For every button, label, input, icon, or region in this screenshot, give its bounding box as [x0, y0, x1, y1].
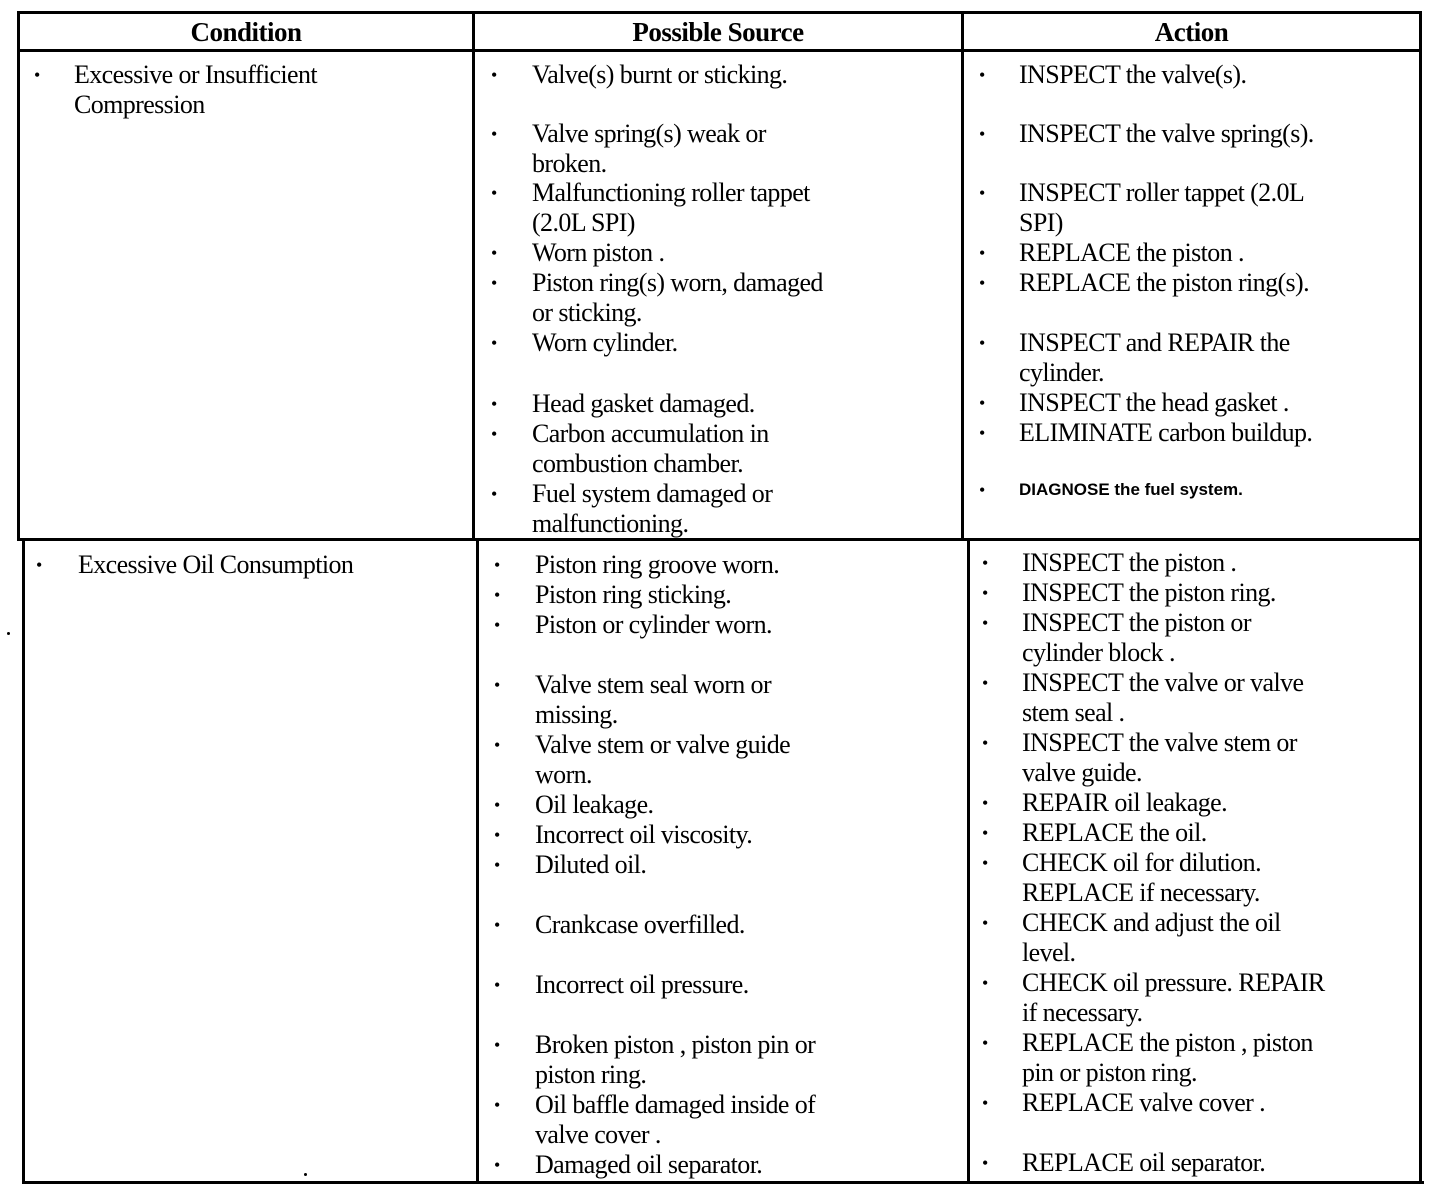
- action-item: [979, 119, 1314, 149]
- action-item: [982, 968, 1325, 1028]
- action-item: [979, 418, 1312, 448]
- bullet-marker: •: [982, 823, 988, 843]
- bullet-marker: •: [982, 853, 988, 873]
- source-item-text: Worn piston .: [532, 238, 665, 267]
- action-item-text: REPLACE the piston .: [1019, 238, 1244, 267]
- source-item: [494, 550, 779, 580]
- action-item: [982, 608, 1251, 668]
- source-item-text: Crankcase overfilled.: [535, 910, 745, 939]
- action-item-text: INSPECT roller tappet (2.0L SPI): [1019, 178, 1305, 237]
- action-item-text: REPLACE the oil.: [1022, 818, 1207, 847]
- source-item: [491, 479, 772, 539]
- bullet-marker: •: [494, 1035, 500, 1055]
- source-item-text: Fuel system damaged or malfunctioning.: [532, 479, 773, 538]
- bullet-marker: •: [979, 333, 985, 353]
- action-item-text: INSPECT the valve or valve stem seal .: [1022, 668, 1304, 727]
- source-item: [494, 910, 745, 940]
- action-item: [982, 788, 1227, 818]
- source-item: [491, 268, 823, 328]
- column-divider-1: [472, 11, 475, 541]
- bullet-marker: •: [979, 423, 985, 443]
- bullet-marker: •: [491, 65, 497, 85]
- bullet-marker: •: [494, 1095, 500, 1115]
- bullet-marker: •: [494, 585, 500, 605]
- source-item: [491, 328, 677, 358]
- source-item-text: Worn cylinder.: [532, 328, 678, 357]
- bullet-marker: •: [491, 333, 497, 353]
- action-item: [982, 728, 1297, 788]
- source-item-text: Valve stem seal worn or missing.: [535, 670, 772, 729]
- source-item: [494, 610, 772, 640]
- source-item: [494, 970, 749, 1000]
- stray-mark: [304, 1173, 307, 1176]
- bullet-marker: •: [494, 915, 500, 935]
- bullet-marker: •: [491, 124, 497, 144]
- bullet-marker: •: [979, 124, 985, 144]
- action-item-text: REPLACE oil separator.: [1022, 1148, 1266, 1177]
- source-item-text: Piston ring sticking.: [535, 580, 732, 609]
- header-possible-source: Possible Source: [632, 16, 804, 47]
- source-item-text: Broken piston , piston pin or piston ring.: [535, 1030, 816, 1089]
- action-item-text: INSPECT the piston or cylinder block .: [1022, 608, 1251, 667]
- bullet-marker: •: [982, 733, 988, 753]
- bullet-marker: •: [491, 273, 497, 293]
- source-item: [494, 580, 731, 610]
- action-item: [979, 328, 1290, 388]
- action-item-text: INSPECT the valve stem or valve guide.: [1022, 728, 1297, 787]
- bullet-marker: •: [979, 243, 985, 263]
- source-item: [491, 119, 766, 179]
- source-item: [494, 1150, 762, 1180]
- bullet-marker: •: [979, 273, 985, 293]
- action-item-text: DIAGNOSE the fuel system.: [1019, 480, 1243, 499]
- source-item: [491, 178, 810, 238]
- bullet-marker: •: [494, 1155, 500, 1175]
- bullet-marker: •: [979, 183, 985, 203]
- action-item-text: CHECK oil for dilution. REPLACE if necessary.: [1022, 848, 1261, 907]
- source-item-text: Incorrect oil pressure.: [535, 970, 749, 999]
- source-item-text: Head gasket damaged.: [532, 389, 755, 418]
- source-item-text: Valve spring(s) weak or broken.: [532, 119, 766, 178]
- bullet-marker: •: [982, 1153, 988, 1173]
- bullet-marker: •: [979, 480, 985, 500]
- header-condition: Condition: [190, 16, 302, 47]
- action-item-text: REPLACE the piston , piston pin or piston ring.: [1022, 1028, 1313, 1087]
- action-item: [982, 578, 1276, 608]
- action-item: [979, 60, 1246, 90]
- action-item: [982, 1088, 1265, 1118]
- action-item: [979, 178, 1304, 238]
- bullet-marker: •: [494, 855, 500, 875]
- action-item: [982, 668, 1303, 728]
- action-item-text: INSPECT and REPAIR the cylinder.: [1019, 328, 1290, 387]
- bullet-marker: •: [491, 484, 497, 504]
- action-item-text: REPAIR oil leakage.: [1022, 788, 1228, 817]
- bullet-marker: •: [494, 825, 500, 845]
- table-border-right: [1419, 11, 1422, 1184]
- action-item: [982, 1028, 1313, 1088]
- bullet-marker: •: [982, 1033, 988, 1053]
- bullet-marker: •: [494, 675, 500, 695]
- action-item: [979, 268, 1309, 298]
- action-item: [979, 238, 1244, 268]
- action-item-text: CHECK oil pressure. REPAIR if necessary.: [1022, 968, 1325, 1027]
- table-border-bottom: [22, 1181, 1424, 1184]
- bullet-marker: •: [494, 795, 500, 815]
- bullet-marker: •: [494, 555, 500, 575]
- column-divider-2-lower: [967, 538, 970, 1184]
- source-item-text: Carbon accumulation in combustion chamber.: [532, 419, 769, 478]
- source-item: [494, 1090, 815, 1150]
- bullet-marker: •: [36, 555, 42, 575]
- source-item: [494, 820, 752, 850]
- source-item-text: Oil baffle damaged inside of valve cover .: [535, 1090, 816, 1149]
- action-item: [979, 475, 1243, 505]
- source-item-text: Valve(s) burnt or sticking.: [532, 60, 788, 89]
- source-item: [491, 238, 664, 268]
- action-item: [982, 1148, 1265, 1178]
- column-divider-1-lower: [476, 538, 479, 1184]
- header-action: Action: [1154, 16, 1229, 47]
- action-item-text: ELIMINATE carbon buildup.: [1019, 418, 1313, 447]
- column-divider-2: [961, 11, 964, 541]
- action-item-text: CHECK and adjust the oil level.: [1022, 908, 1281, 967]
- stray-mark: [7, 632, 10, 635]
- bullet-marker: •: [982, 793, 988, 813]
- bullet-marker: •: [494, 615, 500, 635]
- action-item-text: INSPECT the piston ring.: [1022, 578, 1276, 607]
- source-item: [494, 1030, 815, 1090]
- bullet-marker: •: [982, 913, 988, 933]
- action-item-text: INSPECT the piston .: [1022, 548, 1237, 577]
- source-item-text: Piston ring(s) worn, damaged or sticking.: [532, 268, 823, 327]
- condition-item-text: Excessive or Insufficient Compression: [74, 60, 317, 119]
- action-item-text: REPLACE valve cover .: [1022, 1088, 1266, 1117]
- condition-item-text: Excessive Oil Consumption: [78, 550, 354, 579]
- source-item-text: Oil leakage.: [535, 790, 654, 819]
- action-item: [979, 388, 1289, 418]
- source-item-text: Diluted oil.: [535, 850, 647, 879]
- bullet-marker: •: [982, 673, 988, 693]
- source-item: [494, 850, 646, 880]
- condition-item: [34, 60, 317, 120]
- condition-item: [36, 550, 353, 580]
- source-item: [494, 730, 790, 790]
- bullet-marker: •: [982, 583, 988, 603]
- bullet-marker: •: [982, 613, 988, 633]
- source-item: [494, 670, 771, 730]
- source-item-text: Valve stem or valve guide worn.: [535, 730, 791, 789]
- source-item-text: Malfunctioning roller tappet (2.0L SPI): [532, 178, 810, 237]
- action-item: [982, 848, 1261, 908]
- bullet-marker: •: [491, 243, 497, 263]
- source-item: [494, 790, 653, 820]
- table-border-left: [17, 11, 20, 541]
- action-item-text: INSPECT the head gasket .: [1019, 388, 1289, 417]
- bullet-marker: •: [491, 394, 497, 414]
- bullet-marker: •: [34, 65, 40, 85]
- source-item: [491, 419, 769, 479]
- table-border-left-lower: [22, 538, 25, 1184]
- action-item: [982, 818, 1207, 848]
- bullet-marker: •: [982, 553, 988, 573]
- action-item-text: INSPECT the valve(s).: [1019, 60, 1247, 89]
- bullet-marker: •: [494, 975, 500, 995]
- source-item-text: Damaged oil separator.: [535, 1150, 763, 1179]
- action-item-text: REPLACE the piston ring(s).: [1019, 268, 1310, 297]
- bullet-marker: •: [979, 393, 985, 413]
- bullet-marker: •: [491, 183, 497, 203]
- source-item: [491, 389, 755, 419]
- bullet-marker: •: [982, 973, 988, 993]
- source-item-text: Piston ring groove worn.: [535, 550, 780, 579]
- action-item: [982, 548, 1236, 578]
- action-item: [982, 908, 1281, 968]
- source-item-text: Incorrect oil viscosity.: [535, 820, 753, 849]
- bullet-marker: •: [491, 424, 497, 444]
- action-item-text: INSPECT the valve spring(s).: [1019, 119, 1314, 148]
- bullet-marker: •: [979, 65, 985, 85]
- bullet-marker: •: [494, 735, 500, 755]
- source-item-text: Piston or cylinder worn.: [535, 610, 772, 639]
- source-item: [491, 60, 787, 90]
- bullet-marker: •: [982, 1093, 988, 1113]
